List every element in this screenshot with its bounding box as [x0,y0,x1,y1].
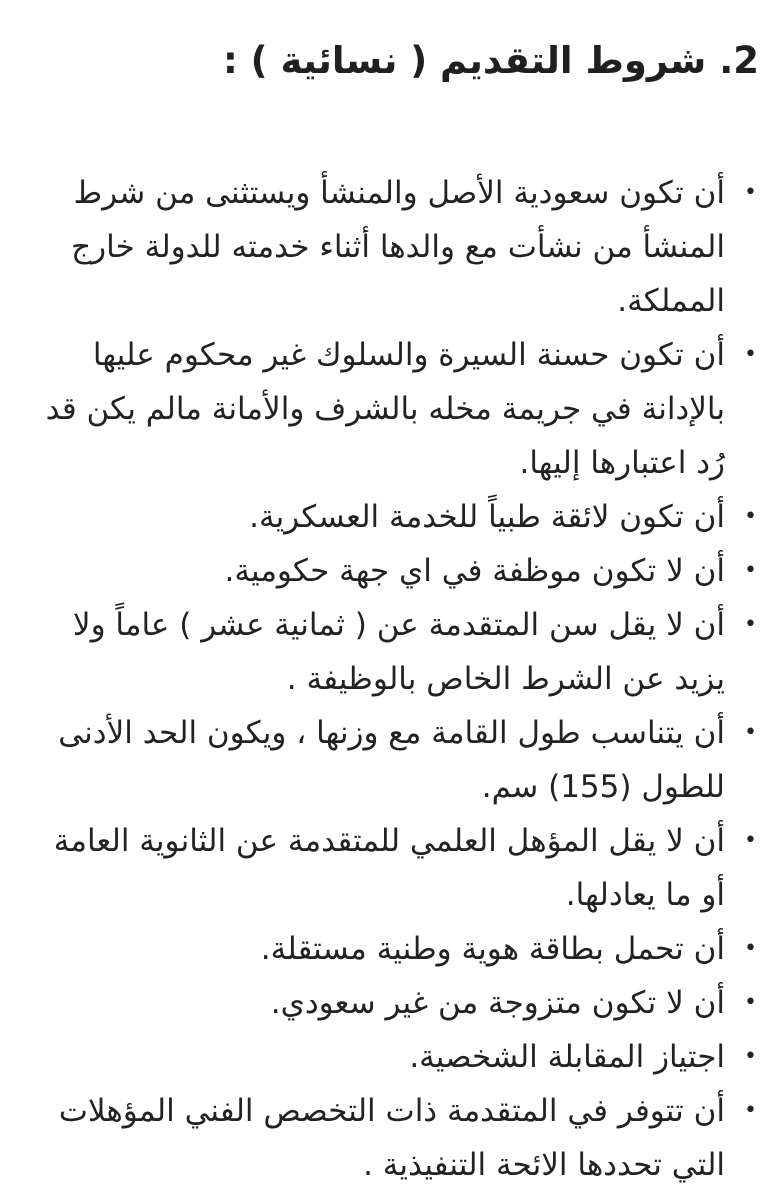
requirement-text: اجتياز المقابلة الشخصية. [409,1039,725,1075]
bullet-icon: • [744,504,757,529]
requirement-text: أن يتناسب طول القامة مع وزنها ، ويكون الحد الأدنى للطول (155) سم. [58,715,725,805]
requirement-item [28,976,759,1030]
bullet-icon: • [744,1098,757,1123]
bullet-icon: • [744,1044,757,1069]
requirement-item [28,706,759,814]
requirement-item [28,598,759,706]
requirement-item [28,328,759,490]
requirement-text: أن لا تكون موظفة في اي جهة حكومية. [224,553,725,589]
bullet-icon: • [744,936,757,961]
requirement-item [28,814,759,922]
requirement-item [28,922,759,976]
bullet-icon: • [744,612,757,637]
bullet-icon: • [744,990,757,1015]
requirement-text: أن تكون سعودية الأصل والمنشأ ويستثنى من شرط المنشأ من نشأت مع والدها أثناء خدمته للدولة خارج المملكة. [71,175,725,319]
requirement-item [28,1084,759,1192]
requirement-text: أن تحمل بطاقة هوية وطنية مستقلة. [260,931,725,967]
requirement-item [28,544,759,598]
requirement-text: أن لا يقل سن المتقدمة عن ( ثمانية عشر ) عاماً ولا يزيد عن الشرط الخاص بالوظيفة . [72,607,725,697]
requirement-text: أن لا يقل المؤهل العلمي للمتقدمة عن الثانوية العامة أو ما يعادلها. [53,823,725,913]
bullet-icon: • [744,828,757,853]
requirement-text: أن تتوفر في المتقدمة ذات التخصص الفني المؤهلات التي تحددها الائحة التنفيذية . [58,1093,725,1183]
section-heading: 2. شروط التقديم ( نسائية ) : [223,39,759,82]
requirements-list [28,166,759,1192]
bullet-icon: • [744,342,757,367]
bullet-icon: • [744,180,757,205]
requirement-item [28,1030,759,1084]
requirement-item [28,490,759,544]
bullet-icon: • [744,558,757,583]
requirement-text: أن تكون لائقة طبياً للخدمة العسكرية. [249,499,725,535]
bullet-icon: • [744,720,757,745]
requirement-text: أن لا تكون متزوجة من غير سعودي. [270,985,725,1021]
requirement-text: أن تكون حسنة السيرة والسلوك غير محكوم عليها بالإدانة في جريمة مخله بالشرف والأمانة مالم يكن قد رُد اعتبارها إليها. [45,337,725,481]
requirement-item [28,166,759,328]
